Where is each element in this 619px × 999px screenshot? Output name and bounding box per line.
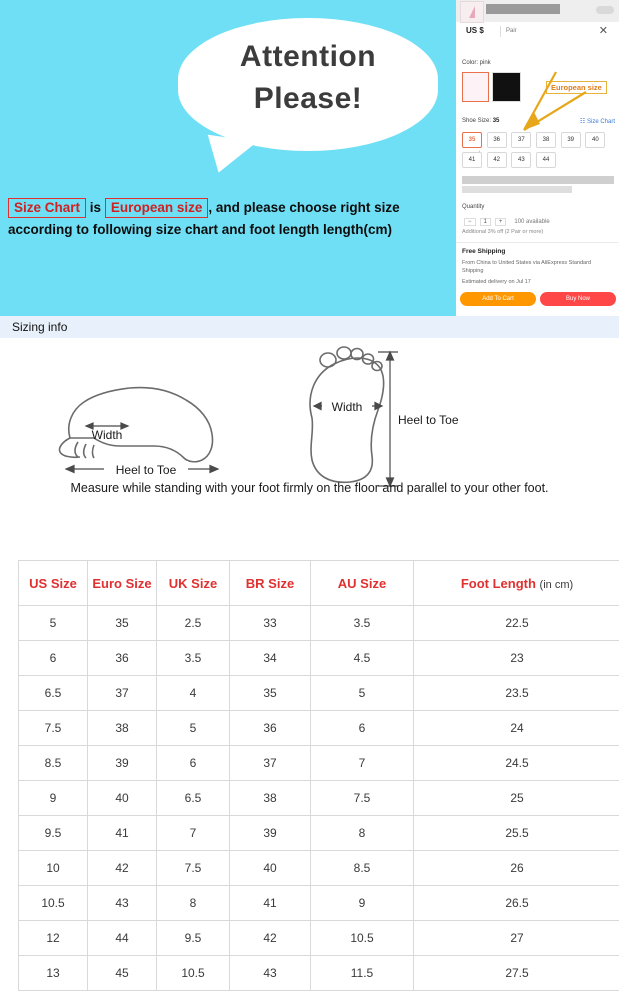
ruler-icon: ☷ [579, 119, 586, 125]
table-cell: 25.5 [414, 816, 619, 851]
close-icon[interactable]: ✕ [598, 25, 608, 37]
size-chip-38[interactable]: 38 [536, 132, 556, 148]
table-cell: 40 [88, 781, 157, 816]
table-cell: 3.5 [157, 641, 230, 676]
size-chip-35[interactable]: 35 [462, 132, 482, 148]
divider [456, 242, 619, 243]
chip-european-size: European size [105, 198, 209, 218]
table-cell: 5 [19, 606, 88, 641]
size-chart-link-label: Size Chart [586, 119, 615, 125]
table-cell: 43 [88, 886, 157, 921]
table-cell: 23 [414, 641, 619, 676]
table-row [19, 921, 619, 956]
european-size-callout: European size [546, 81, 607, 94]
size-chip-41[interactable]: 41 [462, 152, 482, 168]
table-cell: 6 [19, 641, 88, 676]
size-chart-table [18, 560, 619, 991]
size-chip-37[interactable]: 37 [511, 132, 531, 148]
table-cell: 12 [19, 921, 88, 956]
table-cell: 8 [311, 816, 414, 851]
table-cell: 38 [88, 711, 157, 746]
buy-now-button[interactable]: Buy Now [540, 292, 616, 306]
product-thumbnail [460, 1, 484, 23]
col-foot-length-unit: (in cm) [539, 578, 574, 591]
speech-bubble-tail [203, 135, 258, 178]
table-cell: 7.5 [157, 851, 230, 886]
table-cell: 33 [230, 606, 311, 641]
app-top-pill [596, 6, 614, 14]
table-cell: 44 [88, 921, 157, 956]
table-cell: 2.5 [157, 606, 230, 641]
color-label: Color: pink [462, 60, 491, 66]
col-foot-length-label: Foot Length [460, 575, 536, 591]
table-cell: 24 [414, 711, 619, 746]
quantity-minus-button[interactable]: − [464, 218, 476, 226]
table-cell: 43 [230, 956, 311, 991]
table-cell: 10.5 [311, 921, 414, 956]
table-row [19, 781, 619, 816]
product-app-screenshot [456, 0, 619, 316]
size-selector-grid[interactable] [462, 132, 614, 172]
table-cell: 8.5 [19, 746, 88, 781]
table-row [19, 641, 619, 676]
quantity-stepper[interactable] [462, 218, 550, 226]
col-br-size: BR Size [230, 561, 311, 606]
table-cell: 39 [88, 746, 157, 781]
table-cell: 6.5 [157, 781, 230, 816]
table-cell: 34 [230, 641, 311, 676]
table-cell: 27.5 [414, 956, 619, 991]
shoe-size-label-text: Shoe Size: [462, 118, 492, 124]
table-cell: 9 [19, 781, 88, 816]
table-cell: 4.5 [311, 641, 414, 676]
table-cell: 5 [311, 676, 414, 711]
note-tail: , and please choose right size [208, 200, 400, 215]
shoe-size-label [462, 118, 499, 124]
quantity-discount-note: Additional 3% off (2 Pair or more) [462, 229, 544, 235]
table-cell: 39 [230, 816, 311, 851]
table-cell: 7 [311, 746, 414, 781]
table-cell: 9 [311, 886, 414, 921]
table-cell: 10.5 [19, 886, 88, 921]
add-to-cart-button[interactable]: Add To Cart [460, 292, 536, 306]
table-row [19, 746, 619, 781]
chip-size-chart: Size Chart [8, 198, 86, 218]
attention-text [178, 36, 438, 120]
label-heel-to-toe-left: Heel to Toe [115, 463, 177, 477]
product-title-redacted [486, 4, 560, 14]
note-line-1 [8, 198, 458, 218]
table-cell: 13 [19, 956, 88, 991]
price-divider [500, 26, 501, 37]
table-cell: 3.5 [311, 606, 414, 641]
table-row [19, 886, 619, 921]
col-au-size: AU Size [311, 561, 414, 606]
table-cell: 10.5 [157, 956, 230, 991]
table-cell: 8.5 [311, 851, 414, 886]
table-cell: 9.5 [19, 816, 88, 851]
table-cell: 41 [230, 886, 311, 921]
table-row [19, 606, 619, 641]
quantity-label: Quantity [462, 204, 485, 210]
quantity-plus-button[interactable]: + [495, 218, 507, 226]
size-chip-42[interactable]: 42 [487, 152, 507, 168]
sizing-info-header [0, 316, 619, 338]
table-cell: 45 [88, 956, 157, 991]
table-cell: 7.5 [311, 781, 414, 816]
table-cell: 36 [88, 641, 157, 676]
table-cell: 36 [230, 711, 311, 746]
table-cell: 8 [157, 886, 230, 921]
quantity-value[interactable]: 1 [480, 218, 491, 226]
table-cell: 35 [88, 606, 157, 641]
shipping-title: Free Shipping [462, 248, 506, 255]
size-chip-43[interactable]: 43 [511, 152, 531, 168]
attention-banner [0, 0, 619, 316]
table-cell: 35 [230, 676, 311, 711]
color-swatch-pink[interactable] [462, 72, 489, 102]
table-header-row [19, 561, 619, 606]
table-cell: 6.5 [19, 676, 88, 711]
size-chart-table-wrapper [18, 560, 602, 991]
table-cell: 27 [414, 921, 619, 956]
table-cell: 6 [157, 746, 230, 781]
table-cell: 41 [88, 816, 157, 851]
table-row [19, 956, 619, 991]
table-cell: 25 [414, 781, 619, 816]
table-cell: 7 [157, 816, 230, 851]
table-cell: 37 [230, 746, 311, 781]
color-swatch-black[interactable] [492, 72, 521, 102]
sizing-info-title: Sizing info [12, 320, 68, 334]
table-cell: 7.5 [19, 711, 88, 746]
price-unit: Pair [506, 28, 517, 34]
table-cell: 24.5 [414, 746, 619, 781]
redacted-bar-1 [462, 176, 614, 184]
shoe-size-value: 35 [492, 118, 500, 124]
table-cell: 5 [157, 711, 230, 746]
col-us-size: US Size [19, 561, 88, 606]
table-cell: 42 [230, 921, 311, 956]
shipping-line-2: Shipping [462, 268, 484, 274]
table-cell: 26.5 [414, 886, 619, 921]
price-row [462, 26, 612, 40]
col-foot-length [414, 561, 619, 606]
measure-instruction: Measure while standing with your foot firmly on the floor and parallel to your other foot. [70, 481, 549, 495]
redacted-bar-2 [462, 186, 572, 193]
table-cell: 10 [19, 851, 88, 886]
table-row [19, 676, 619, 711]
quantity-available: 100 available [514, 219, 550, 225]
table-body [19, 606, 619, 991]
attention-line-1: Attention [239, 40, 377, 73]
size-chip-36[interactable]: 36 [487, 132, 507, 148]
label-heel-to-toe-right: Heel to Toe [398, 413, 459, 427]
table-cell: 9.5 [157, 921, 230, 956]
size-chip-40[interactable]: 40 [585, 132, 605, 148]
table-cell: 42 [88, 851, 157, 886]
col-uk-size: UK Size [157, 561, 230, 606]
table-cell: 4 [157, 676, 230, 711]
heel-shoe-icon [469, 6, 475, 18]
note-is: is [89, 200, 102, 215]
table-cell: 38 [230, 781, 311, 816]
table-row [19, 711, 619, 746]
table-cell: 40 [230, 851, 311, 886]
price-value: US $ [466, 26, 484, 35]
size-chart-link[interactable] [580, 118, 615, 125]
label-width-right: Width [331, 400, 363, 414]
shipping-line-3: Estimated delivery on Jul 17 [462, 279, 531, 285]
table-cell: 22.5 [414, 606, 619, 641]
label-width-left: Width [91, 428, 123, 442]
table-cell: 26 [414, 851, 619, 886]
table-cell: 23.5 [414, 676, 619, 711]
col-euro-size: Euro Size [88, 561, 157, 606]
table-cell: 11.5 [311, 956, 414, 991]
size-chip-39[interactable]: 39 [561, 132, 581, 148]
note-line-2: according to following size chart and foot length length(cm) [8, 222, 392, 237]
attention-line-2: Please! [253, 82, 363, 115]
table-cell: 37 [88, 676, 157, 711]
table-row [19, 816, 619, 851]
table-cell: 6 [311, 711, 414, 746]
shipping-line-1: From China to United States via AliExpress Standard [462, 260, 592, 266]
table-row [19, 851, 619, 886]
size-chip-44[interactable]: 44 [536, 152, 556, 168]
